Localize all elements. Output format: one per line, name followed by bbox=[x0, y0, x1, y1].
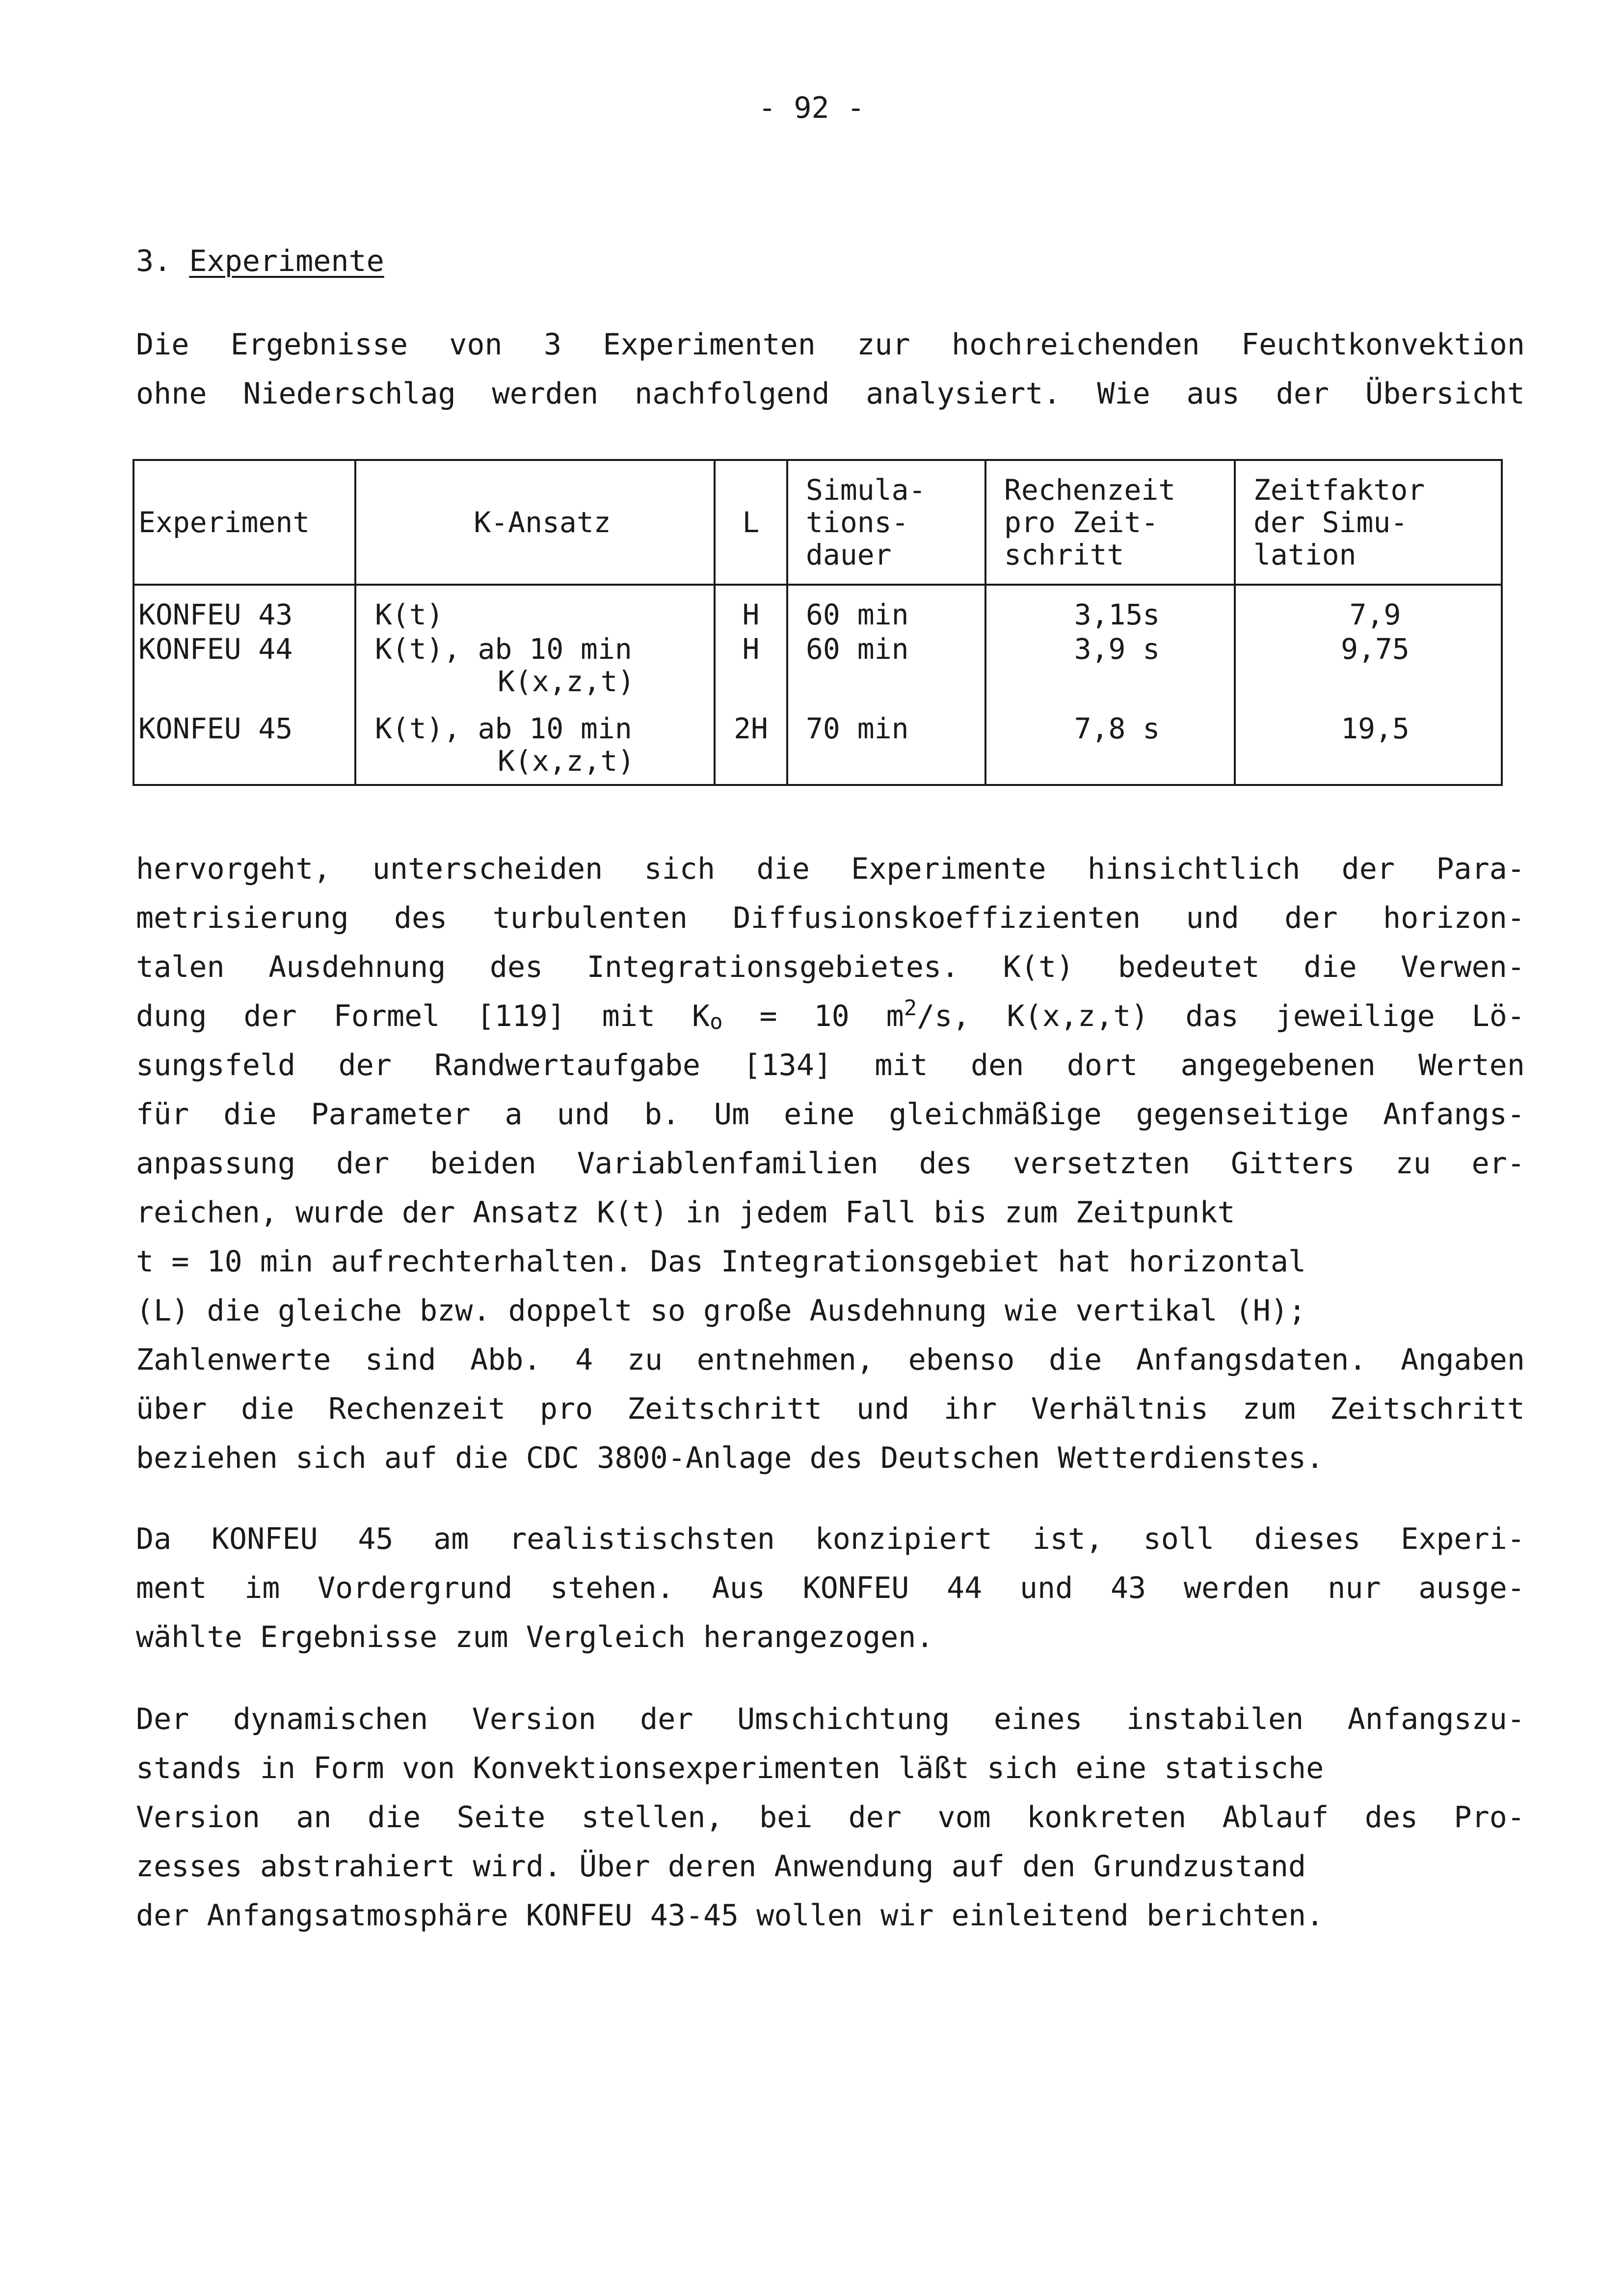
text-line: hervorgeht, unterscheiden sich die Experimente hinsichtlich der Para- bbox=[136, 852, 1525, 886]
text-line: Da KONFEU 45 am realistischsten konzipiert ist, soll dieses Experi- bbox=[136, 1522, 1525, 1556]
cell-dauer: 70 min bbox=[787, 698, 985, 785]
text-line: ment im Vordergrund stehen. Aus KONFEU 44 und 43 werden nur ausge- bbox=[136, 1571, 1525, 1605]
text-line: ohne Niederschlag werden nachfolgend analysiert. Wie aus der Übersicht bbox=[136, 377, 1525, 411]
text-line: über die Rechenzeit pro Zeitschritt und ihr Verhältnis zum Zeitschritt bbox=[136, 1392, 1525, 1426]
text-line: t = 10 min aufrechterhalten. Das Integrationsgebiet hat horizontal bbox=[136, 1244, 1306, 1279]
page-number: - 92 - bbox=[758, 91, 865, 125]
text-line: Version an die Seite stellen, bei der vom konkreten Ablauf des Pro- bbox=[136, 1800, 1525, 1835]
section-heading bbox=[136, 242, 384, 281]
cell-l: 2H bbox=[715, 698, 787, 785]
header-l: L bbox=[715, 460, 787, 585]
text-line: reichen, wurde der Ansatz K(t) in jedem Fall bis zum Zeitpunkt bbox=[136, 1195, 1235, 1230]
text-line: metrisierung des turbulenten Diffusionskoeffizienten und der horizon- bbox=[136, 901, 1525, 935]
text-line: beziehen sich auf die CDC 3800-Anlage des Deutschen Wetterdienstes. bbox=[136, 1441, 1324, 1475]
text-line: für die Parameter a und b. Um eine gleichmäßige gegenseitige Anfangs- bbox=[136, 1097, 1525, 1132]
header-line: pro Zeit- bbox=[1004, 506, 1159, 539]
header-zeitfaktor bbox=[1235, 460, 1502, 585]
header-simulationsdauer bbox=[787, 460, 985, 585]
cell-rechenzeit: 7,8 s bbox=[985, 698, 1235, 785]
cell-l: H bbox=[715, 585, 787, 631]
header-rechenzeit bbox=[985, 460, 1235, 585]
experiment-overview-table-wrap bbox=[133, 459, 1503, 786]
text-line: sungsfeld der Randwertaufgabe [134] mit den dort angegebenen Werten bbox=[136, 1048, 1525, 1082]
subscript: o bbox=[710, 1009, 723, 1034]
header-experiment: Experiment bbox=[133, 460, 355, 585]
cell-dauer: 60 min bbox=[787, 585, 985, 631]
cell-experiment: KONFEU 43 bbox=[133, 585, 355, 631]
cell-zeitfaktor: 7,9 bbox=[1235, 585, 1502, 631]
text-line: stands in Form von Konvektionsexperimenten läßt sich eine statische bbox=[136, 1751, 1324, 1785]
text-line: der Anfangsatmosphäre KONFEU 43-45 wollen wir einleitend berichten. bbox=[136, 1898, 1324, 1933]
cell-rechenzeit: 3,15s bbox=[985, 585, 1235, 631]
cell-line: K(t), ab 10 min bbox=[375, 632, 632, 666]
cell-dauer: 60 min bbox=[787, 631, 985, 698]
cell-k-ansatz bbox=[355, 698, 715, 785]
header-line: dauer bbox=[806, 538, 892, 571]
cell-line: K(t), ab 10 min bbox=[375, 712, 632, 745]
header-line: tions- bbox=[806, 506, 909, 539]
cell-l: H bbox=[715, 631, 787, 698]
header-line: Rechenzeit bbox=[1004, 473, 1176, 507]
section-number: 3. bbox=[136, 244, 172, 278]
header-line: der Simu- bbox=[1253, 506, 1408, 539]
cell-k-ansatz bbox=[355, 585, 715, 631]
formula-text: /s, K(x,z,t) das jeweilige Lö- bbox=[917, 999, 1525, 1033]
formula-text: dung der Formel [119] mit K bbox=[136, 999, 710, 1033]
cell-experiment: KONFEU 44 bbox=[133, 631, 355, 698]
formula-text: = 10 m bbox=[722, 999, 904, 1033]
header-k-ansatz: K-Ansatz bbox=[355, 460, 715, 585]
text-line: Der dynamischen Version der Umschichtung eines instabilen Anfangszu- bbox=[136, 1702, 1525, 1736]
text-line: Die Ergebnisse von 3 Experimenten zur hochreichenden Feuchtkonvektion bbox=[136, 327, 1525, 362]
intro-paragraph bbox=[136, 320, 1525, 418]
table-row bbox=[133, 631, 1502, 698]
cell-line: K(x,z,t) bbox=[498, 665, 635, 698]
text-line: (L) die gleiche bzw. doppelt so große Ausdehnung wie vertikal (H); bbox=[136, 1294, 1306, 1328]
text-line: wählte Ergebnisse zum Vergleich herangezogen. bbox=[136, 1620, 934, 1654]
table-header-row bbox=[133, 460, 1502, 585]
table-row bbox=[133, 698, 1502, 785]
cell-k-ansatz bbox=[355, 631, 715, 698]
experiment-overview-table bbox=[133, 459, 1503, 786]
header-line: schritt bbox=[1004, 538, 1124, 571]
text-line: talen Ausdehnung des Integrationsgebietes. K(t) bedeutet die Verwen- bbox=[136, 950, 1525, 984]
paragraph-konfeu45 bbox=[136, 1514, 1525, 1662]
cell-experiment: KONFEU 45 bbox=[133, 698, 355, 785]
text-line: anpassung der beiden Variablenfamilien des versetzten Gitters zu er- bbox=[136, 1146, 1525, 1181]
header-line: lation bbox=[1253, 538, 1357, 571]
header-line: Zeitfaktor bbox=[1253, 473, 1425, 507]
paragraph-parametrisierung bbox=[136, 844, 1525, 1483]
cell-rechenzeit: 3,9 s bbox=[985, 631, 1235, 698]
text-line: zesses abstrahiert wird. Über deren Anwendung auf den Grundzustand bbox=[136, 1849, 1306, 1884]
cell-zeitfaktor: 19,5 bbox=[1235, 698, 1502, 785]
cell-line: K(x,z,t) bbox=[498, 744, 635, 778]
cell-line: K(t) bbox=[375, 598, 444, 631]
text-line: Zahlenwerte sind Abb. 4 zu entnehmen, ebenso die Anfangsdaten. Angaben bbox=[136, 1343, 1525, 1377]
paragraph-statische-version bbox=[136, 1695, 1525, 1940]
text-line-formula bbox=[136, 992, 1525, 1041]
superscript: 2 bbox=[904, 996, 917, 1021]
table-row bbox=[133, 585, 1502, 631]
section-title: Experimente bbox=[189, 244, 384, 278]
header-line: Simula- bbox=[806, 473, 926, 507]
cell-zeitfaktor: 9,75 bbox=[1235, 631, 1502, 698]
